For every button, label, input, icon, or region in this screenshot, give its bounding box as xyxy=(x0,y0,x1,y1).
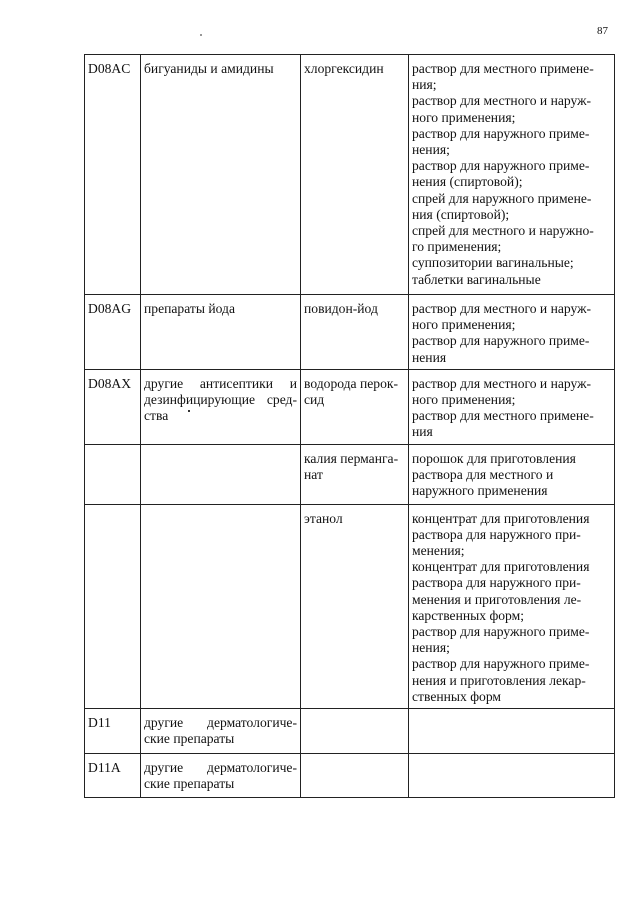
drug-name-cell xyxy=(301,754,409,798)
drug-name-cell: этанол xyxy=(301,504,409,708)
dosage-form-line: нения xyxy=(412,349,447,365)
atc-code-cell: D11 xyxy=(85,709,141,754)
atc-code-cell: D08AX xyxy=(85,369,141,444)
atc-code-cell xyxy=(85,444,141,504)
dosage-form-line: порошок для приготовления xyxy=(412,450,576,466)
table-row xyxy=(85,754,615,798)
dosage-form-cell xyxy=(409,444,615,504)
drug-name-cell xyxy=(301,709,409,754)
atc-code-cell: D08AC xyxy=(85,55,141,295)
table-row xyxy=(85,444,615,504)
dosage-form-line: раствор для местного и наруж- xyxy=(412,375,592,391)
dosage-form-line: нения; xyxy=(412,640,450,656)
dosage-form-line: спрей для местного и наружно- xyxy=(412,223,594,239)
dosage-form-cell xyxy=(409,369,615,444)
group-cell xyxy=(141,444,301,504)
dosage-form-line: раствор для наружного приме- xyxy=(412,624,590,640)
drug-name-cell: хлоргексидин xyxy=(301,55,409,295)
dosage-form-line: раствора для наружного при- xyxy=(412,526,581,542)
dosage-form-line: раствор для местного примене- xyxy=(412,61,594,76)
dosage-form-line: раствор для наружного приме- xyxy=(412,125,590,141)
atc-code-cell xyxy=(85,504,141,708)
group-cell: препараты йода xyxy=(141,295,301,370)
dosage-form-line: ного применения; xyxy=(412,392,516,408)
dosage-form-cell xyxy=(409,754,615,798)
group-cell: другие дерматологиче-ские препараты xyxy=(141,754,301,798)
dosage-form-line: раствор для местного и наруж- xyxy=(412,93,592,109)
dosage-form-line: ния (спиртовой); xyxy=(412,206,510,222)
dosage-form-line: ственных форм xyxy=(412,688,502,704)
dosage-form-line: менения; xyxy=(412,543,465,559)
scan-artifact-dot xyxy=(200,34,202,36)
drug-name-cell: водорода перок-сид xyxy=(301,369,409,444)
scan-artifact-mark xyxy=(188,410,190,412)
atc-code-cell: D11A xyxy=(85,754,141,798)
dosage-form-line: таблетки вагинальные xyxy=(412,271,541,287)
dosage-form-line: раствор для местного и наруж- xyxy=(412,301,592,316)
group-cell xyxy=(141,369,301,444)
dosage-form-line: концентрат для приготовления xyxy=(412,559,590,575)
dosage-form-line: карственных форм; xyxy=(412,607,525,623)
dosage-form-line: нения; xyxy=(412,142,450,158)
group-cell xyxy=(141,504,301,708)
dosage-form-line: менения и приготовления ле- xyxy=(412,591,582,607)
dosage-form-line: концентрат для приготовления xyxy=(412,510,590,526)
dosage-form-line: нения и приготовления лекар- xyxy=(412,672,586,688)
dosage-form-line: ния xyxy=(412,424,433,440)
dosage-form-line: раствор для местного примене- xyxy=(412,408,594,424)
dosage-form-line: нения (спиртовой); xyxy=(412,174,523,190)
dosage-form-line: го применения; xyxy=(412,239,502,255)
dosage-form-cell xyxy=(409,55,615,295)
dosage-form-line: суппозитории вагинальные; xyxy=(412,255,574,271)
table-row xyxy=(85,295,615,370)
group-cell: другие дерматологиче-ские препараты xyxy=(141,709,301,754)
dosage-form-line: спрей для наружного примене- xyxy=(412,190,592,206)
dosage-form-line: раствор для наружного приме- xyxy=(412,656,590,672)
group-text: другие антисептики и дезинфицирующие сред-ства xyxy=(144,375,297,424)
dosage-form-line: раствора для местного и xyxy=(412,466,554,482)
table-row xyxy=(85,369,615,444)
table-row xyxy=(85,504,615,708)
table-row xyxy=(85,709,615,754)
group-cell: бигуаниды и амидины xyxy=(141,55,301,295)
atc-code-cell: D08AG xyxy=(85,295,141,370)
drug-name-cell: калия перманга-нат xyxy=(301,444,409,504)
drug-name-cell: повидон-йод xyxy=(301,295,409,370)
dosage-form-line: раствор для наружного приме- xyxy=(412,158,590,174)
drug-classification-table xyxy=(84,54,615,798)
dosage-form-cell xyxy=(409,504,615,708)
dosage-form-line: наружного применения xyxy=(412,483,548,499)
dosage-form-line: ния; xyxy=(412,77,437,93)
dosage-form-line: ного применения; xyxy=(412,109,516,125)
page-number: 87 xyxy=(597,25,608,37)
table-row xyxy=(85,55,615,295)
dosage-form-line: раствор для наружного приме- xyxy=(412,333,590,349)
dosage-form-line: ного применения; xyxy=(412,317,516,333)
dosage-form-cell xyxy=(409,709,615,754)
dosage-form-line: раствора для наружного при- xyxy=(412,575,581,591)
dosage-form-cell xyxy=(409,295,615,370)
